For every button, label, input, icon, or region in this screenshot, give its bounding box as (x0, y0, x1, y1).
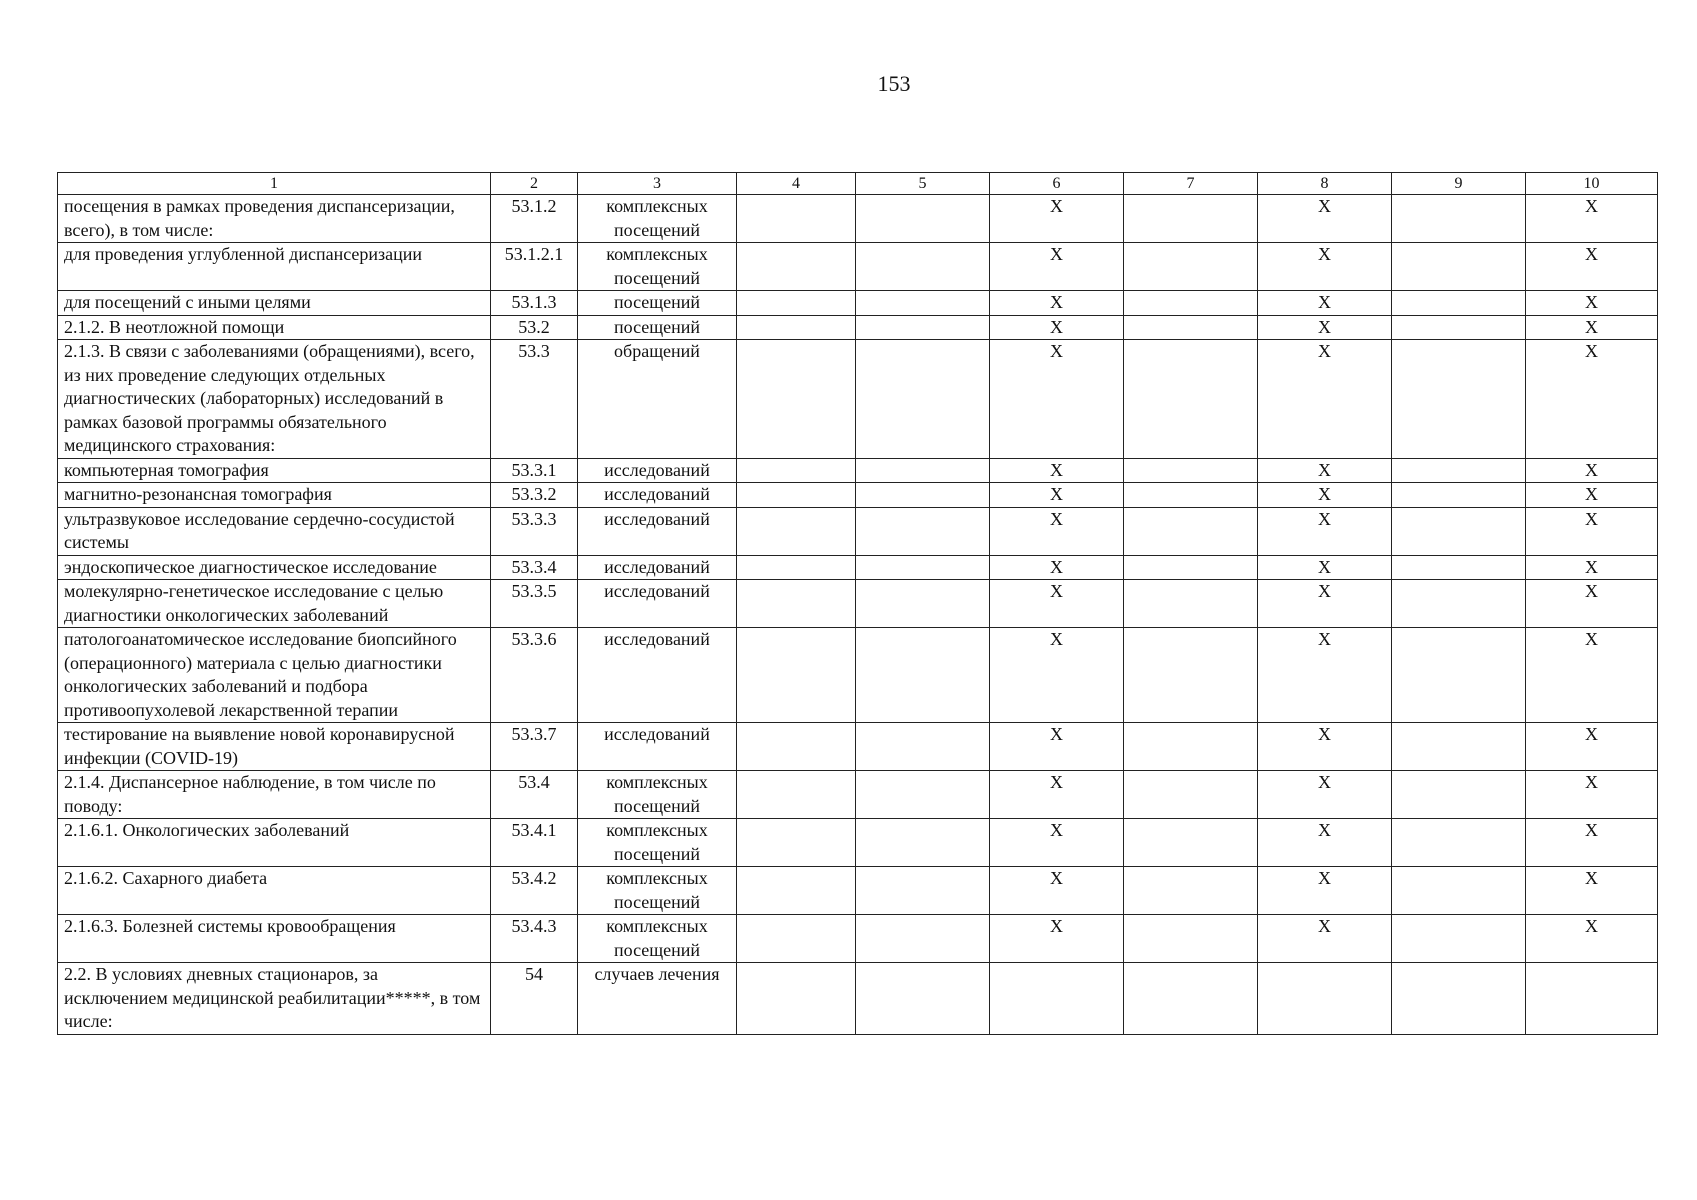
table-cell (1392, 483, 1526, 508)
table-cell (737, 195, 856, 243)
table-cell (856, 963, 990, 1035)
table-row (58, 819, 1658, 867)
table-cell: посещений (578, 315, 737, 340)
table-row (58, 195, 1658, 243)
table-cell: X (1526, 340, 1658, 459)
table-cell (856, 555, 990, 580)
table-cell (856, 819, 990, 867)
table-cell: X (1258, 723, 1392, 771)
table-cell (856, 723, 990, 771)
table-cell: X (1258, 867, 1392, 915)
table-row (58, 771, 1658, 819)
table-cell (1258, 963, 1392, 1035)
table-cell: 53.3.7 (491, 723, 578, 771)
table-cell: X (990, 555, 1124, 580)
table-cell: 53.4.1 (491, 819, 578, 867)
table-cell (1392, 458, 1526, 483)
table-cell (1392, 819, 1526, 867)
table-cell: 54 (491, 963, 578, 1035)
table-cell (1392, 628, 1526, 723)
table-cell (1392, 315, 1526, 340)
table-cell: X (990, 315, 1124, 340)
table-cell: 2.1.6.2. Сахарного диабета (58, 867, 491, 915)
table-cell (737, 243, 856, 291)
table-cell: компьютерная томография (58, 458, 491, 483)
table-cell (737, 291, 856, 316)
table-cell (1392, 723, 1526, 771)
table-body (58, 195, 1658, 1035)
table-row (58, 483, 1658, 508)
table-cell: X (1258, 458, 1392, 483)
table-cell: X (1258, 771, 1392, 819)
table-cell (1124, 555, 1258, 580)
table-cell: X (1526, 915, 1658, 963)
table-cell: X (1526, 243, 1658, 291)
table-cell: X (990, 195, 1124, 243)
column-header: 2 (491, 173, 578, 195)
table-header-row (58, 173, 1658, 195)
table-cell: X (990, 243, 1124, 291)
table-cell (856, 915, 990, 963)
table-cell: X (990, 458, 1124, 483)
table-cell (737, 867, 856, 915)
table-cell: X (1526, 723, 1658, 771)
table-cell (1124, 963, 1258, 1035)
table-cell: X (990, 819, 1124, 867)
table-row (58, 315, 1658, 340)
table-row (58, 340, 1658, 459)
table-cell (737, 580, 856, 628)
table-cell (990, 963, 1124, 1035)
table-cell: X (1258, 507, 1392, 555)
table-cell (737, 483, 856, 508)
table-cell (1392, 507, 1526, 555)
table-cell (1392, 195, 1526, 243)
table-cell: комплексных посещений (578, 771, 737, 819)
table-cell: X (1258, 580, 1392, 628)
table-cell: 2.1.2. В неотложной помощи (58, 315, 491, 340)
table-cell (1124, 723, 1258, 771)
column-header: 9 (1392, 173, 1526, 195)
table-row (58, 507, 1658, 555)
table-cell (737, 819, 856, 867)
table-cell: посещения в рамках проведения диспансеризации, всего), в том числе: (58, 195, 491, 243)
table-cell (1124, 340, 1258, 459)
table-cell (737, 507, 856, 555)
table-cell (1392, 867, 1526, 915)
table-cell: X (1526, 819, 1658, 867)
table-cell (737, 628, 856, 723)
table-cell: X (990, 340, 1124, 459)
table-cell: X (1526, 458, 1658, 483)
table-row (58, 723, 1658, 771)
table-cell: комплексных посещений (578, 243, 737, 291)
table-cell (856, 458, 990, 483)
table-row (58, 555, 1658, 580)
table-cell: 53.3.3 (491, 507, 578, 555)
table-cell: исследований (578, 483, 737, 508)
table-cell: 2.1.4. Диспансерное наблюдение, в том числе по поводу: (58, 771, 491, 819)
table-cell: случаев лечения (578, 963, 737, 1035)
table-row (58, 963, 1658, 1035)
table-cell (1124, 291, 1258, 316)
table-cell: 53.2 (491, 315, 578, 340)
table-cell (1124, 819, 1258, 867)
table-cell (856, 291, 990, 316)
table-cell (1124, 243, 1258, 291)
table-row (58, 628, 1658, 723)
table-cell: X (990, 723, 1124, 771)
table-cell (1124, 628, 1258, 723)
table-cell (1124, 771, 1258, 819)
table-cell: X (1526, 483, 1658, 508)
table-cell: X (1526, 507, 1658, 555)
table-cell: 53.3.4 (491, 555, 578, 580)
table-cell: 53.1.2.1 (491, 243, 578, 291)
table-cell (1124, 580, 1258, 628)
table-cell (737, 315, 856, 340)
column-header: 5 (856, 173, 990, 195)
table-cell: X (990, 580, 1124, 628)
table-cell: X (1526, 580, 1658, 628)
table-cell: 53.3 (491, 340, 578, 459)
table-cell: X (1526, 195, 1658, 243)
table-cell (856, 771, 990, 819)
table-cell: эндоскопическое диагностическое исследование (58, 555, 491, 580)
column-header: 3 (578, 173, 737, 195)
table-cell (856, 340, 990, 459)
table-cell (856, 580, 990, 628)
table-cell: 53.1.3 (491, 291, 578, 316)
table-cell: 53.1.2 (491, 195, 578, 243)
table-cell (1392, 291, 1526, 316)
table-cell (856, 195, 990, 243)
table-cell: комплексных посещений (578, 819, 737, 867)
table-cell (1526, 963, 1658, 1035)
table-cell (1124, 483, 1258, 508)
table-row (58, 867, 1658, 915)
table-cell (856, 628, 990, 723)
column-header: 1 (58, 173, 491, 195)
table-cell: исследований (578, 628, 737, 723)
table-cell (737, 963, 856, 1035)
table-cell: X (1526, 628, 1658, 723)
table-cell: молекулярно-генетическое исследование с целью диагностики онкологических заболеваний (58, 580, 491, 628)
table-cell: X (990, 291, 1124, 316)
table-cell: 53.4 (491, 771, 578, 819)
table-cell: 53.3.2 (491, 483, 578, 508)
table-cell: ультразвуковое исследование сердечно-сосудистой системы (58, 507, 491, 555)
table-cell (1124, 195, 1258, 243)
table-cell: X (1258, 819, 1392, 867)
table-cell: X (1258, 555, 1392, 580)
table-cell: для проведения углубленной диспансеризации (58, 243, 491, 291)
table-cell: тестирование на выявление новой коронавирусной инфекции (COVID-19) (58, 723, 491, 771)
table-cell (1392, 340, 1526, 459)
table-cell: 2.1.6.3. Болезней системы кровообращения (58, 915, 491, 963)
table-cell: X (1258, 483, 1392, 508)
table-cell: X (1526, 315, 1658, 340)
table-cell: 53.4.2 (491, 867, 578, 915)
table-cell (1124, 915, 1258, 963)
table-cell: X (1258, 195, 1392, 243)
table-cell: X (1526, 867, 1658, 915)
table-cell: комплексных посещений (578, 915, 737, 963)
table-row (58, 291, 1658, 316)
column-header: 6 (990, 173, 1124, 195)
table-cell: комплексных посещений (578, 867, 737, 915)
table-cell (856, 483, 990, 508)
table-row (58, 458, 1658, 483)
table-cell (1392, 771, 1526, 819)
table-cell: для посещений с иными целями (58, 291, 491, 316)
table-cell (737, 723, 856, 771)
page-number: 153 (877, 71, 911, 96)
table-cell (737, 555, 856, 580)
table-cell (1392, 555, 1526, 580)
table-cell: 53.3.6 (491, 628, 578, 723)
table-cell: исследований (578, 723, 737, 771)
table-cell: X (990, 507, 1124, 555)
table-cell: посещений (578, 291, 737, 316)
table-cell (1392, 915, 1526, 963)
table-cell: X (990, 771, 1124, 819)
table-cell: патологоанатомическое исследование биопсийного (операционного) материала с целью диагностики онкологических заболеваний и подбора противоопухолевой лекарственной терапии (58, 628, 491, 723)
table-cell (1124, 458, 1258, 483)
table-cell: X (1258, 340, 1392, 459)
table-cell: 2.2. В условиях дневных стационаров, за исключением медицинской реабилитации*****, в том числе: (58, 963, 491, 1035)
table-cell: исследований (578, 580, 737, 628)
table-cell (737, 915, 856, 963)
table-cell: 53.3.1 (491, 458, 578, 483)
table-row (58, 580, 1658, 628)
table-cell (1392, 243, 1526, 291)
table-cell: магнитно-резонансная томография (58, 483, 491, 508)
table-cell: X (1258, 291, 1392, 316)
table-row (58, 915, 1658, 963)
data-table (57, 172, 1658, 1035)
table-cell: исследований (578, 555, 737, 580)
table-cell: комплексных посещений (578, 195, 737, 243)
table-cell: X (1258, 915, 1392, 963)
table-cell: 2.1.3. В связи с заболеваниями (обращениями), всего, из них проведение следующих отдельных диагностических (лабораторных) исследований в рамках базовой программы обязательного медицинского страхования: (58, 340, 491, 459)
table-cell (1392, 580, 1526, 628)
table-cell: исследований (578, 507, 737, 555)
table-cell: 53.4.3 (491, 915, 578, 963)
table-cell: обращений (578, 340, 737, 459)
table-cell: X (1526, 291, 1658, 316)
table-cell (1124, 867, 1258, 915)
column-header: 7 (1124, 173, 1258, 195)
column-header: 8 (1258, 173, 1392, 195)
table-cell (856, 867, 990, 915)
table-row (58, 243, 1658, 291)
table-cell (1124, 315, 1258, 340)
table-cell: исследований (578, 458, 737, 483)
table-cell (1124, 507, 1258, 555)
table-cell: X (990, 867, 1124, 915)
table-cell: X (990, 628, 1124, 723)
table-cell: X (1258, 243, 1392, 291)
table-cell: X (990, 483, 1124, 508)
table-cell (737, 340, 856, 459)
column-header: 4 (737, 173, 856, 195)
table-cell: X (1526, 555, 1658, 580)
table-cell: X (1258, 628, 1392, 723)
table-cell (737, 458, 856, 483)
table-cell: 2.1.6.1. Онкологических заболеваний (58, 819, 491, 867)
column-header: 10 (1526, 173, 1658, 195)
table-cell: X (1526, 771, 1658, 819)
table-cell: X (990, 915, 1124, 963)
table-cell: 53.3.5 (491, 580, 578, 628)
table-cell: X (1258, 315, 1392, 340)
table-cell (856, 507, 990, 555)
table-cell (856, 243, 990, 291)
table-cell (1392, 963, 1526, 1035)
table-cell (737, 771, 856, 819)
table-cell (856, 315, 990, 340)
